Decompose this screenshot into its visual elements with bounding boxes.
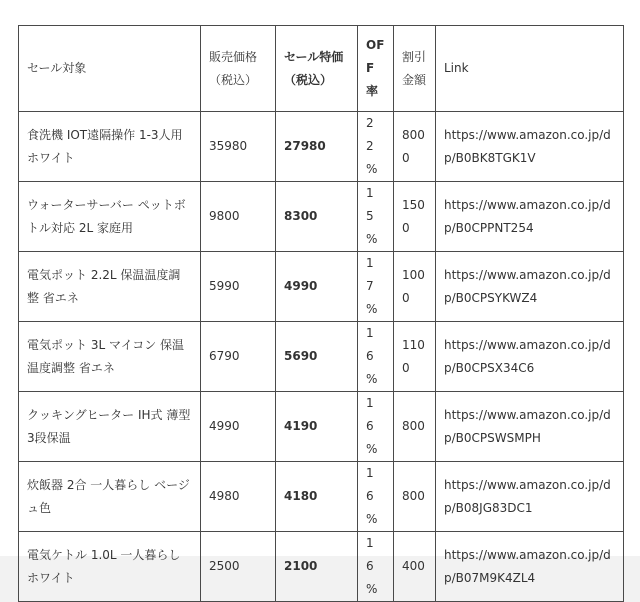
discount-cell: 8000 (394, 112, 436, 182)
header-item: セール対象 (19, 26, 201, 112)
price-cell: 4980 (201, 462, 276, 532)
off-rate-cell: 16% (358, 462, 394, 532)
off-rate-cell: 16% (358, 392, 394, 462)
price-cell: 6790 (201, 322, 276, 392)
table-header-row (19, 26, 624, 112)
discount-cell: 800 (394, 392, 436, 462)
discount-cell: 1000 (394, 252, 436, 322)
price-cell: 2500 (201, 532, 276, 602)
header-price: 販売価格（税込） (201, 26, 276, 112)
item-name-cell: 食洗機 IOT遠隔操作 1-3人用 ホワイト (19, 112, 201, 182)
discount-cell: 1500 (394, 182, 436, 252)
link-cell[interactable]: https://www.amazon.co.jp/dp/B0BK8TGK1V (436, 112, 624, 182)
table-row (19, 392, 624, 462)
table-row (19, 462, 624, 532)
item-name-cell: クッキングヒーター IH式 薄型3段保温 (19, 392, 201, 462)
header-sale-price: セール特価（税込） (276, 26, 358, 112)
price-cell: 5990 (201, 252, 276, 322)
sale-price-cell: 4990 (276, 252, 358, 322)
sale-price-cell: 5690 (276, 322, 358, 392)
link-cell[interactable]: https://www.amazon.co.jp/dp/B08JG83DC1 (436, 462, 624, 532)
table-row (19, 182, 624, 252)
header-off-rate: OFF率 (358, 26, 394, 112)
table-row (19, 252, 624, 322)
sale-price-cell: 4180 (276, 462, 358, 532)
off-rate-cell: 16% (358, 322, 394, 392)
sale-table (18, 25, 624, 602)
table-row (19, 322, 624, 392)
link-cell[interactable]: https://www.amazon.co.jp/dp/B07M9K4ZL4 (436, 532, 624, 602)
off-rate-cell: 17% (358, 252, 394, 322)
item-name-cell: ウォーターサーバー ペットボトル対応 2L 家庭用 (19, 182, 201, 252)
discount-cell: 400 (394, 532, 436, 602)
sale-price-cell: 8300 (276, 182, 358, 252)
link-cell[interactable]: https://www.amazon.co.jp/dp/B0CPSYKWZ4 (436, 252, 624, 322)
off-rate-cell: 16% (358, 532, 394, 602)
header-discount: 割引金額 (394, 26, 436, 112)
item-name-cell: 電気ポット 3L マイコン 保温温度調整 省エネ (19, 322, 201, 392)
item-name-cell: 炊飯器 2合 一人暮らし ベージュ色 (19, 462, 201, 532)
link-cell[interactable]: https://www.amazon.co.jp/dp/B0CPSX34C6 (436, 322, 624, 392)
item-name-cell: 電気ケトル 1.0L 一人暮らし ホワイト (19, 532, 201, 602)
price-cell: 9800 (201, 182, 276, 252)
price-cell: 35980 (201, 112, 276, 182)
table-row (19, 112, 624, 182)
off-rate-cell: 22% (358, 112, 394, 182)
table-row (19, 532, 624, 602)
off-rate-cell: 15% (358, 182, 394, 252)
price-cell: 4990 (201, 392, 276, 462)
discount-cell: 1100 (394, 322, 436, 392)
sale-price-cell: 4190 (276, 392, 358, 462)
discount-cell: 800 (394, 462, 436, 532)
item-name-cell: 電気ポット 2.2L 保温温度調整 省エネ (19, 252, 201, 322)
header-link: Link (436, 26, 624, 112)
sale-price-cell: 27980 (276, 112, 358, 182)
sale-price-cell: 2100 (276, 532, 358, 602)
link-cell[interactable]: https://www.amazon.co.jp/dp/B0CPSWSMPH (436, 392, 624, 462)
link-cell[interactable]: https://www.amazon.co.jp/dp/B0CPPNT254 (436, 182, 624, 252)
